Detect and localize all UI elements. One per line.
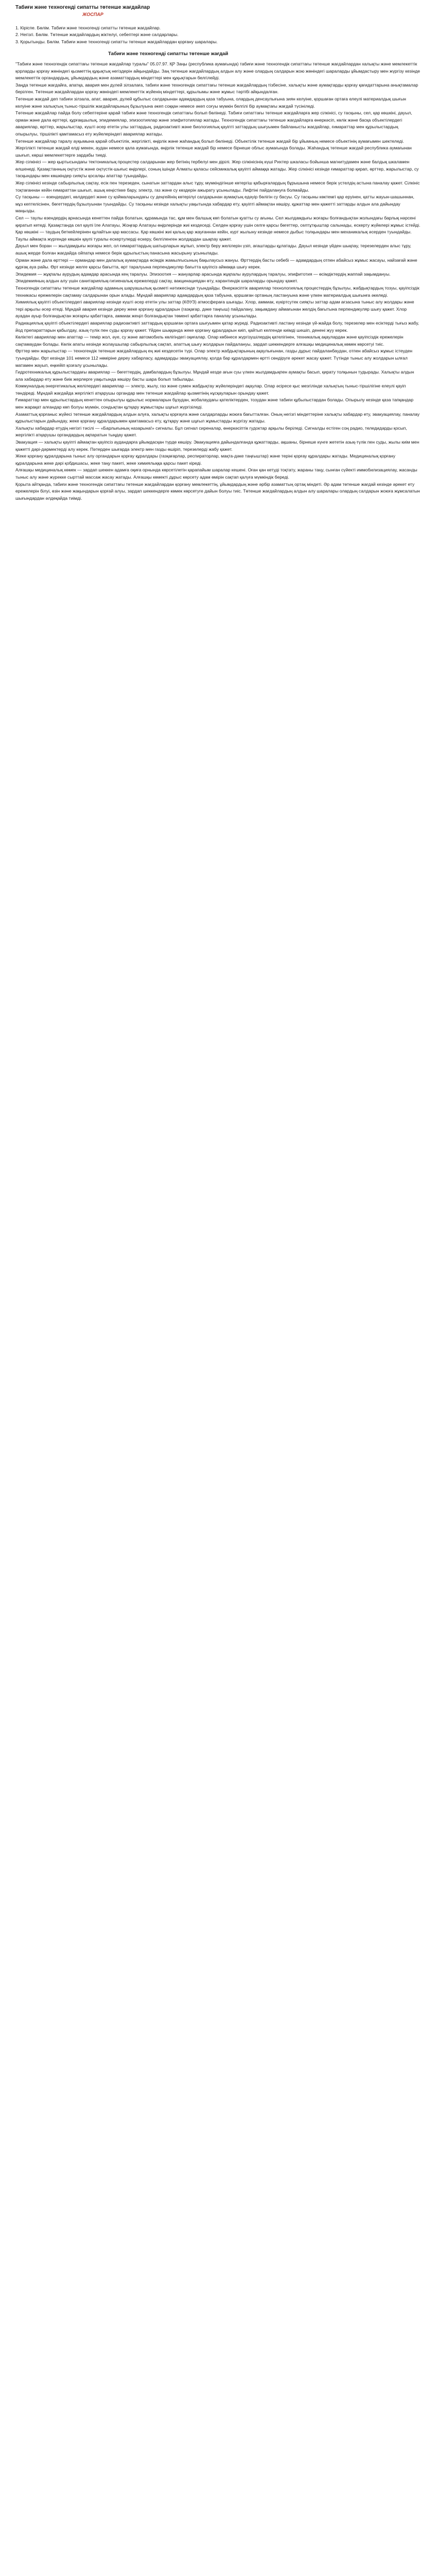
outline-item: 3. Қорытынды. Бөлім. Табиғи және техногенді сипатты төтенше жағдайлардан қорғану шаралары.	[15, 39, 218, 44]
body-paragraph: Төтенше жағдай деп табиғи зілзала, апат, авария, дүлей құбылыс салдарынан адамдардың қаза табуына, олардың денсаулығына зиян келуіне, қоршаған ортаға елеулі материалдық шығын келуіне және халықтың тыныс-тіршілік жағдайларының бұзылуына әкеп соққан немесе әкеп соғуы мүмкін белгілі бір аумақтағы жағдай түсініледі.	[15, 96, 406, 109]
body-paragraph: Заңда төтенше жағдайға, апатқа, авария мен дүлей зілзалаға, табиғи және техногендік сипаттағы төтенше жағдайлардың тізбесіне, халықты және аумақтарды қорғау қағидаттарына анықтамалар берілген. Төтенше жағдайлардан қорғау жөніндегі мемлекеттік жүйенің міндеттері, құрылымы және жұмыс тәртібі айқындалған.	[15, 82, 418, 95]
section-title: Табиғи және техногенді сипатты төтенше жағдай	[108, 51, 229, 57]
body-paragraph: Техногендік сипаттағы төтенше жағдайлар адамның шаруашылық қызметі нәтижесінде туындайды. Өнеркәсіптік авариялар технологиялық процестердің бұзылуы, жабдықтардың тозуы, қауіпсіздік техникасы ережелерін сақтамау салдарынан орын алады. Мұндай авариялар адамдардың қаза табуына, қоршаған ортаның ластануына және үлкен материалдық шығынға әкеледі.	[15, 285, 420, 298]
body-paragraph: Дауыл мен боран — жылдамдығы жоғары жел, ол ғимараттардың шатырларын жұлып, электр беру желілерін үзіп, ағаштарды құлатады. Дауыл кезінде үйден шықпау, терезелерден алыс тұру, ашық жерде болған жағдайда ойпатқа немесе берік құрылыстың панасына жасырыну ұсынылады.	[15, 243, 411, 256]
body-paragraph: Жер сілкінісі — жер қыртысындағы тектоникалық процестер салдарынан жер бетінің тербелуі мен дірілі. Жер сілкінісінің күші Рихтер шкаласы бойынша магнитудамен және балдық шкаламен өлшенеді. Қазақстанның оңтүстік және оңтүстік-шығыс өңірлері, соның ішінде Алматы қаласы сейсмикалық қауіпті аймаққа жатады. Жер сілкінісі кезінде ғимараттар қирап, өрттер, жарылыстар, су тасқындары мен көшкіндер сияқты қосалқы апаттар туындайды.	[15, 159, 419, 179]
document-page	[0, 0, 436, 512]
body-paragraph: Гидротехникалық құрылыстардағы авариялар — бөгеттердің, дамбалардың бұзылуы. Мұндай кезде ағын суы үлкен жылдамдықпен аумақты басып, қирату толқынын тудырады. Халықты алдын ала хабардар ету және биік жерлерге уақытында көшіру басты шара болып табылады.	[15, 369, 414, 382]
body-paragraph: Алғашқы медициналық көмек — зардап шеккен адамға оқиға орнында көрсетілетін қарапайым шаралар кешені. Оған қан кетуді тоқтату, жараны таңу, сынған сүйекті иммобилизациялау, жасанды тыныс алу және жүрекке сырттай массаж жасау жатады. Алғашқы көмекті дұрыс көрсету адам өмірін сақтап қалуға мүмкіндік береді.	[15, 467, 417, 480]
document-subtitle: ЖОСПАР	[82, 12, 103, 17]
body-paragraph: Су тасқыны — өзендердегі, көлдердегі және су қоймаларындағы су деңгейінің көтерілуі салдарынан аумақтың едәуір бөлігін су басуы. Су тасқыны көктемгі қар еруінен, қатты жауын-шашыннан, мұз кептелісінен, бөгеттердің бұзылуынан туындайды. Су тасқыны кезінде халықты уақытында хабардар ету, қауіпті аймақтан көшіру, құжаттар мен қажетті заттарды алдын ала дайындау маңызды.	[15, 194, 414, 214]
body-paragraph: Қар көшкіні — таудың беткейлерінен құлайтын қар массасы. Қар көшкіні жиі қалың қар жауғаннан кейін, күрт жылыну кезінде немесе дыбыс толқындары мен механикалық әсерден туындайды. Таулы аймақта жүргенде көшкін қаупі туралы ескертулерді ескеру, белгіленген жолдардан шықпау қажет.	[15, 229, 412, 242]
body-paragraph: Химиялық қауіпті объектілердегі авариялар кезінде күшті әсер ететін улы заттар (КӘУЗ) атмосфераға шығады. Хлор, аммиак, күкіртсутек сияқты заттар адам ағзасына тыныс алу жолдары және тері арқылы әсер етеді. Мұндай авария кезінде дереу жеке қорғану құралдарын (газқағар, дәке таңғыш) пайдалану, зақымдану аймағынан желдің бағытына перпендикуляр шығу қажет. Хлор ауадан ауыр болғандықтан жоғарғы қабаттарға, аммиак жеңіл болғандықтан төменгі қабаттарға паналау ұсынылады.	[15, 299, 414, 319]
document-title: Табиғи және техногенді сипатты төтенше жағдайлар	[15, 5, 150, 10]
body-paragraph: Жеке қорғану құралдарына тыныс алу органдарын қорғау құралдары (газқағарлар, респираторлар, мақта-дәке таңғыштар) және теріні қорғау құралдары жатады. Медициналық қорғану құралдарына жеке дәрі қобдишасы, жеке таңу пакеті, жеке химиялыққа қарсы пакет кіреді.	[15, 453, 395, 466]
outline-item: 1. Кіріспе. Бөлім. Табиғи және техногенді сипатты төтенше жағдайлар.	[15, 25, 161, 30]
body-paragraph: Өрттер мен жарылыстар — техногендік төтенше жағдайлардың ең жиі кездесетін түрі. Олар электр жабдықтарының ақаулығынан, газды дұрыс пайдаланбаудан, отпен абайсыз жұмыс істеуден туындайды. Өрт кезінде 101 немесе 112 нөміріне дереу хабарласу, адамдарды эвакуациялау, қолда бар құралдармен өртті сөндіруге әрекет жасау қажет. Түтінде тыныс алу жолдарын ылғал матамен жауып, еңкейіп қозғалу ұсынылады.	[15, 348, 412, 368]
outline-item: 2. Негізгі. Бөлім. Төтенше жағдайлардың жіктелуі, себептері және салдарлары.	[15, 32, 179, 38]
body-paragraph: Сел — таулы өзендердің арнасында кенеттен пайда болатын, құрамында тас, құм мен балшық көп болатын қуатты су ағыны. Сел жылдамдығы жоғары болғандықтан жолындағы барлық нәрсені қиратып кетеді. Қазақстанда сел қаупі Іле Алатауы, Жоңғар Алатауы өңірлерінде жиі кездеседі. Селден қорғау үшін селге қарсы бөгеттер, селтұтқыштар салынады, ескерту жүйелері жұмыс істейді.	[15, 215, 421, 228]
outline-block	[15, 25, 421, 46]
body-paragraph: Эвакуация — халықты қауіпті аймақтан қауіпсіз аудандарға ұйымдасқан түрде көшіру. Эвакуацияға дайындалғанда құжаттарды, ақшаны, бірнеше күнге жететін азық-түлік пен суды, жылы киім мен қажетті дәрі-дәрмектерді алу керек. Пәтерден шығарда электр мен газды өшіріп, терезелерді жабу қажет.	[15, 439, 420, 452]
body-paragraph: Радиациялық қауіпті объектілердегі авариялар радиоактивті заттардың қоршаған ортаға шығуымен қатар жүреді. Радиоактивті ластану кезінде үй-жайда болу, терезелер мен есіктерді тығыз жабу, йод препараттарын қабылдау, азық-түлік пен суды қорғау қажет. Үйден шыққанда жеке қорғану құралдарын киіп, қайтып келгенде киімді шешіп, денені жуу керек.	[15, 320, 420, 333]
body-paragraph: Төтенше жағдайлар таралу ауқымына қарай объектілік, жергілікті, өңірлік және жаһандық болып бөлінеді. Объектілік төтенше жағдай бір ұйымның немесе объектінің аумағымен шектеледі. Жергілікті төтенше жағдай елді мекен, аудан немесе қала аумағында, өңірлік төтенше жағдай бір немесе бірнеше облыс аумағында болады. Жаһандық төтенше жағдай республика аумағынан шығып, көрші мемлекеттерге зардабы тиеді.	[15, 138, 412, 158]
body-paragraph: Төтенше жағдайлар пайда болу себептеріне қарай табиғи және техногендік сипаттағы болып бөлінеді. Табиғи сипаттағы төтенше жағдайларға жер сілкінісі, су тасқыны, сел, қар көшкіні, дауыл, орман және дала өрттері, құрғақшылық, эпидемиялар, эпизоотиялар және эпифитотиялар жатады. Техногендік сипаттағы төтенше жағдайларға өнеркәсіп, көлік және басқа объектілердегі авариялар, өрттер, жарылыстар, күшті әсер ететін улы заттардың, радиоактивті және биологиялық қауіпті заттардың шығуымен байланысты жағдайлар, ғимараттар мен құрылыстардың опырылуы, тіршілікті қамтамасыз ету жүйелеріндегі авариялар жатады.	[15, 110, 412, 137]
body-paragraph: Коммуналдық-энергетикалық желілердегі авариялар — электр, жылу, газ және сумен жабдықтау жүйелеріндегі ақаулар. Олар әсіресе қыс мезгілінде халықтың тыныс-тіршілігіне елеулі қауіп төндіреді. Мұндай жағдайда жергілікті атқарушы органдар мен төтенше жағдайлар қызметінің нұсқауларын орындау қажет.	[15, 383, 406, 396]
body-paragraph: Қорыта айтқанда, табиғи және техногендік сипаттағы төтенше жағдайлардан қорғану мемлекеттің, ұйымдардың және әрбір азаматтың ортақ міндеті. Әр адам төтенше жағдай кезінде әрекет ету ережелерін білуі, өзін және жақындарын қорғай алуы, зардап шеккендерге көмек көрсетуге дайын болуы тиіс. Төтенше жағдайлардың алдын алу шаралары олардың салдарын жоюға жұмсалатын шығындардан әлдеқайда тиімді.	[15, 481, 420, 501]
body-paragraph: Эпидемия — жұқпалы аурудың адамдар арасында кең таралуы. Эпизоотия — жануарлар арасында жұқпалы аурулардың таралуы, эпифитотия — өсімдіктердің жаппай зақымдануы. Эпидемияның алдын алу үшін санитариялық-гигиеналық ережелерді сақтау, вакцинациядан өту, карантиндік шараларды орындау қажет.	[15, 271, 391, 284]
body-paragraph: Халықты хабардар етудің негізгі тәсілі — «Барлығының назарына!» сигналы. Бұл сигнал сиреналар, өнеркәсіптік гудоктар арқылы беріледі. Сигналды естіген соң радио, теледидарды қосып, жергілікті атқарушы органдардың ақпаратын тыңдау қажет.	[15, 425, 407, 438]
body-paragraph: Ғимараттар мен құрылыстардың кенеттен опырылуы құрылыс нормаларын бұзудан, жобалаудағы қателіктерден, тозудан және табиғи құбылыстардан болады. Опырылу кезінде қаза тапқандар мен жарақат алғандар көп болуы мүмкін, сондықтан құтқару жұмыстары шұғыл жүргізіледі.	[15, 397, 413, 410]
body-paragraph: Жер сілкінісі кезінде сабырлылық сақтау, есік пен терезеден, сынатын заттардан алыс тұру, мүмкіндігінше көтергіш қабырғалардың бұрышына немесе берік үстелдің астына паналау қажет. Сілкініс тоқтағаннан кейін ғимараттан шығып, ашық кеңістікке бару, электр, газ және су көздерін ажырату ұсынылады. Лифтіні пайдалануға болмайды.	[15, 180, 420, 193]
body-paragraph: Азаматтық қорғаныс жүйесі төтенше жағдайлардың алдын алуға, халықты қорғауға және салдарларды жоюға бағытталған. Оның негізгі міндеттеріне халықты хабардар ету, эвакуациялау, паналау құрылыстарын дайындау, жеке қорғану құралдарымен қамтамасыз ету, құтқару және шұғыл жұмыстарды жүргізу жатады.	[15, 411, 420, 424]
body-paragraph: Көліктегі авариялар мен апаттар — темір жол, әуе, су және автомобиль көлігіндегі оқиғалар. Олар көбінесе жүргізушілердің қателігінен, техникалық ақаулардан және қауіпсіздік ережелерін сақтамаудан болады. Көлік апаты кезінде жолаушылар сабырлылық сақтап, апаттық шығу жолдарын пайдалануы, зардап шеккендерге алғашқы медициналық көмек көрсетуі тиіс.	[15, 334, 404, 347]
body-paragraph: Орман және дала өрттері — ормандар мен далалық аумақтарда өсімдік жамылғысының бақылаусыз жануы. Өрттердің басты себебі — адамдардың отпен абайсыз жұмыс жасауы, найзағай және құрғақ ауа райы. Өрт кезінде желге қарсы бағытта, өрт таралуына перпендикуляр бағытта қауіпсіз аймаққа шығу керек.	[15, 257, 417, 270]
document-body	[15, 61, 421, 502]
body-paragraph: "Табиғи және техногендік сипаттағы төтенше жағдайлар туралы" 05.07.97. ҚР Заңы (республика аумағында) табиғи және техногендік сипаттағы төтенше жағдайлардан халықты және мемлекеттік қорларды қорғау жөніндегі қызметтің құқықтық негіздерін айқындайды. Заң төтенше жағдайлардың алдын алу және олардың салдарын жою жөніндегі шараларды ұйымдастыру мен жүргізу кезінде мемлекеттік органдардың, ұйымдардың және азаматтардың міндеттері мен құқықтарын белгілейді.	[15, 61, 420, 81]
